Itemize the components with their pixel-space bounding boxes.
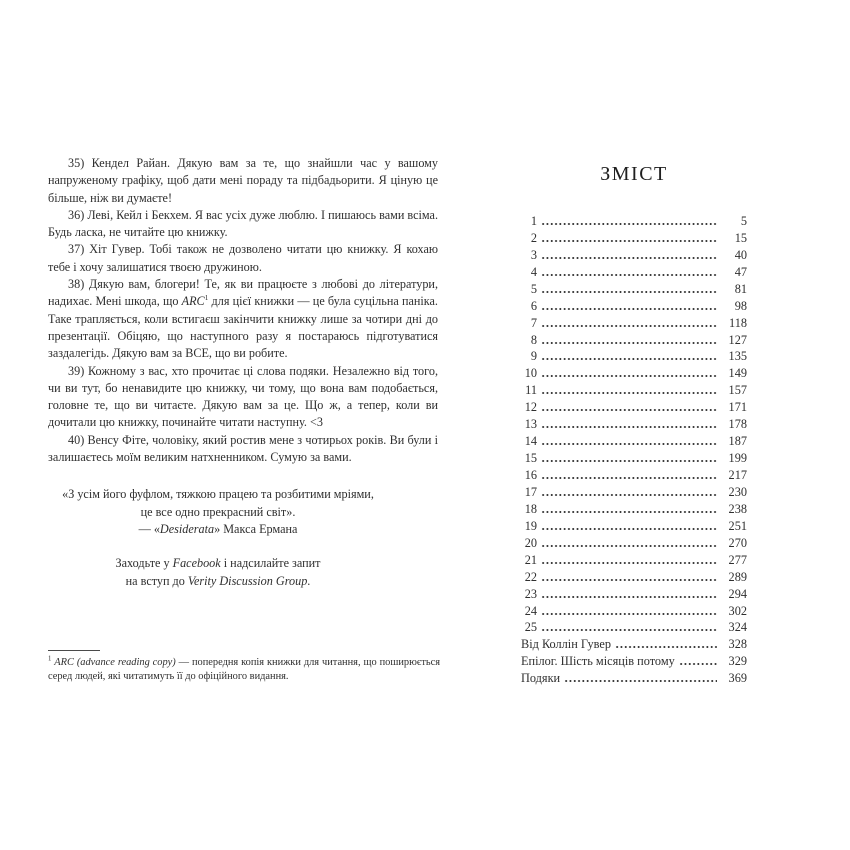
toc-entry-label: 20 [524, 535, 537, 550]
paragraph-39: 39) Кожному з вас, хто прочитає ці слова подяки. Незалежно від того, чи ви тут, бо ненавидите цю книжку, чи тому, що вона вам подобається, головне те, що ви читаєте. Дякую вам за це. Що ж, а тепер, коли ви дочитали цю книжку, починайте читати наступну. <3 [48, 363, 438, 430]
paragraph-38 [48, 276, 438, 362]
dot-leader [541, 357, 717, 361]
dot-leader [541, 290, 717, 294]
toc-entry-page: 217 [728, 468, 747, 482]
toc-entry [521, 262, 747, 279]
dot-leader [541, 595, 717, 599]
text-run: і надсилайте запит [220, 556, 321, 571]
toc-entry-page: 187 [728, 434, 747, 449]
arc-definition-term: ARC (advance reading copy) [54, 657, 176, 668]
toc-entry [521, 228, 747, 245]
facebook-word: Facebook [172, 556, 221, 571]
text-run: — « [138, 521, 160, 536]
dot-leader [541, 476, 717, 480]
dot-leader [541, 578, 717, 582]
toc-entry-page: 230 [728, 484, 747, 499]
toc-entry-label: 22 [524, 569, 537, 584]
toc-entry-label: 10 [524, 366, 537, 381]
toc-entry [521, 499, 747, 516]
dot-leader [541, 324, 717, 328]
toc-entry-label: 5 [530, 281, 537, 296]
toc-entry-label: 11 [525, 383, 537, 398]
toc-entry-label: 15 [524, 451, 537, 466]
dot-leader [541, 391, 717, 395]
footnote-text [48, 656, 440, 684]
quote-attribution [48, 521, 388, 538]
dot-leader [541, 307, 717, 311]
toc-entry-label: 18 [524, 501, 537, 516]
dot-leader [541, 273, 717, 277]
dot-leader [541, 408, 717, 412]
toc-entry-page: 178 [728, 417, 747, 432]
toc-entry [521, 516, 747, 533]
dot-leader [541, 544, 717, 548]
toc-entry [521, 567, 747, 584]
toc-entry-page: 328 [728, 637, 747, 652]
toc-entry-page: 277 [728, 552, 747, 567]
toc-entry [521, 618, 747, 635]
dot-leader [541, 239, 717, 243]
toc-entry-page: 127 [728, 332, 747, 347]
epigraph-quote [48, 486, 388, 538]
group-name: Verity Discussion Group [187, 573, 308, 588]
toc-entry [521, 313, 747, 330]
toc-entry-page: 5 [740, 213, 747, 228]
toc-entry [521, 634, 747, 651]
dot-leader [541, 510, 717, 514]
left-page [48, 155, 438, 590]
facebook-note [48, 555, 388, 590]
right-page [521, 163, 747, 685]
toc-entry-label: 12 [524, 400, 537, 415]
toc-entry-label: 3 [530, 247, 537, 262]
toc-entry [521, 363, 747, 380]
toc-entry [521, 651, 747, 668]
toc-entry [521, 279, 747, 296]
dot-leader [541, 256, 717, 260]
footnote-divider [48, 650, 100, 651]
toc-entry [521, 347, 747, 364]
toc-entry [521, 550, 747, 567]
dot-leader [541, 493, 717, 497]
dot-leader [541, 612, 717, 616]
dot-leader [564, 679, 717, 683]
facebook-note-line-1 [48, 555, 388, 572]
text-run: 38) Дякую вам, блогери! Те, як ви працюєте з любові до літератури, надихає. Мені шкода, що [48, 277, 438, 309]
toc-entry [521, 330, 747, 347]
toc-entry [521, 397, 747, 414]
toc-entry-page: 324 [728, 620, 747, 635]
toc-entry-label: 19 [524, 518, 537, 533]
dot-leader [541, 527, 717, 531]
toc-entry-label: 4 [530, 264, 537, 279]
toc-list [521, 211, 747, 685]
toc-entry [521, 296, 747, 313]
toc-entry [521, 431, 747, 448]
toc-entry [521, 414, 747, 431]
toc-entry [521, 584, 747, 601]
toc-entry-label: 9 [530, 349, 537, 364]
toc-entry [521, 380, 747, 397]
toc-entry-page: 251 [728, 518, 747, 533]
text-run: Заходьте у [115, 556, 173, 571]
toc-entry-label: 17 [524, 484, 537, 499]
toc-entry-page: 294 [728, 586, 747, 601]
paragraph-35: 35) Кендел Райан. Дякую вам за те, що знайшли час у вашому напруженому графіку, щоб дати мені пораду та підбадьорити. Я ціную це більше, ніж ви думаєте! [48, 156, 438, 205]
paragraph-36: 36) Леві, Кейл і Бекхем. Я вас усіх дуже люблю. І пишаюсь вами всіма. Будь ласка, не читайте цю книжку. [48, 207, 438, 240]
text-run: . [307, 573, 311, 588]
toc-entry [521, 211, 747, 228]
footnote-marker: 1 [48, 655, 52, 663]
dot-leader [541, 374, 717, 378]
dot-leader [615, 645, 717, 649]
toc-title: ЗМІСТ [600, 163, 668, 185]
toc-entry-page: 135 [728, 349, 747, 364]
dot-leader [679, 662, 717, 666]
toc-entry-page: 40 [734, 247, 747, 262]
dot-leader [541, 341, 717, 345]
toc-entry-page: 47 [734, 264, 747, 279]
dot-leader [541, 628, 717, 632]
toc-entry-page: 289 [728, 569, 747, 584]
toc-entry-label: 6 [530, 298, 537, 313]
toc-entry-label: 21 [524, 552, 537, 567]
toc-entry-label: 1 [530, 213, 537, 228]
dot-leader [541, 222, 717, 226]
toc-entry-page: 81 [734, 281, 747, 296]
toc-entry-page: 270 [728, 535, 747, 550]
acknowledgments-text [48, 155, 438, 466]
toc-entry-page: 15 [734, 230, 747, 245]
toc-entry-page: 238 [728, 501, 747, 516]
toc-entry-label: 25 [524, 620, 537, 635]
paragraph-37: 37) Хіт Гувер. Тобі також не дозволено читати цю книжку. Я кохаю тебе і хочу залишатися твоєю дружиною. [48, 242, 438, 274]
toc-entry-page: 171 [728, 400, 747, 415]
toc-entry [521, 668, 747, 685]
toc-entry [521, 482, 747, 499]
toc-entry [521, 465, 747, 482]
toc-entry-page: 369 [728, 671, 747, 686]
toc-entry-label: Від Коллін Гувер [521, 637, 611, 652]
toc-entry-label: 13 [524, 417, 537, 432]
toc-entry-label: 16 [524, 468, 537, 482]
toc-entry-label: 2 [530, 230, 537, 245]
arc-term: ARC [181, 294, 205, 309]
toc-entry-label: 24 [524, 603, 537, 618]
facebook-note-line-2 [48, 573, 388, 590]
toc-entry-label: 14 [524, 434, 537, 449]
quote-line-2: це все одно прекрасний світ». [140, 504, 296, 519]
paragraph-40: 40) Венсу Фіте, чоловіку, який ростив мене з чотирьох років. Ви були і залишаєтесь моїм великим натхненником. Сумую за вами. [48, 432, 438, 465]
toc-entry [521, 448, 747, 465]
footnote [48, 650, 440, 684]
dot-leader [541, 459, 717, 463]
dot-leader [541, 442, 717, 446]
toc-entry-page: 149 [728, 366, 747, 381]
desiderata-title: Desiderata [159, 521, 215, 536]
toc-entry-page: 199 [728, 451, 747, 466]
footnote-ref: 1 [204, 293, 209, 303]
toc-entry-label: Епілог. Шість місяців потому [521, 654, 675, 669]
toc-entry [521, 601, 747, 618]
toc-entry-page: 157 [728, 383, 747, 398]
text-run: — попередня копія книжки для читання, що поширюється серед людей, які читатимуть її до офіційного видання. [48, 657, 440, 682]
dot-leader [541, 561, 717, 565]
toc-entry-page: 329 [728, 654, 747, 669]
quote-line-1: «З усім його фуфлом, тяжкою працею та розбитими мріями, [62, 487, 374, 502]
toc-entry [521, 533, 747, 550]
text-run: » Макса Ермана [214, 521, 298, 536]
dot-leader [541, 425, 717, 429]
toc-entry-page: 118 [729, 315, 747, 330]
text-run: для цієї книжки — це була суцільна паніка. Таке трапляється, коли встигаєш закінчити книжку лише за чотири дні до презентації. Обіцяю, що наступного разу я постараюсь підготуватися заздалегідь. Дякую вам за ВСЕ, що ви робите. [48, 294, 438, 361]
toc-entry-page: 302 [728, 603, 747, 618]
toc-entry-label: 7 [530, 315, 537, 330]
toc-entry-page: 98 [734, 298, 747, 313]
toc-entry-label: 8 [530, 332, 537, 347]
text-run: на вступ до [125, 573, 188, 588]
toc-entry-label: Подяки [521, 671, 561, 686]
toc-entry-label: 23 [524, 586, 537, 601]
toc-entry [521, 245, 747, 262]
